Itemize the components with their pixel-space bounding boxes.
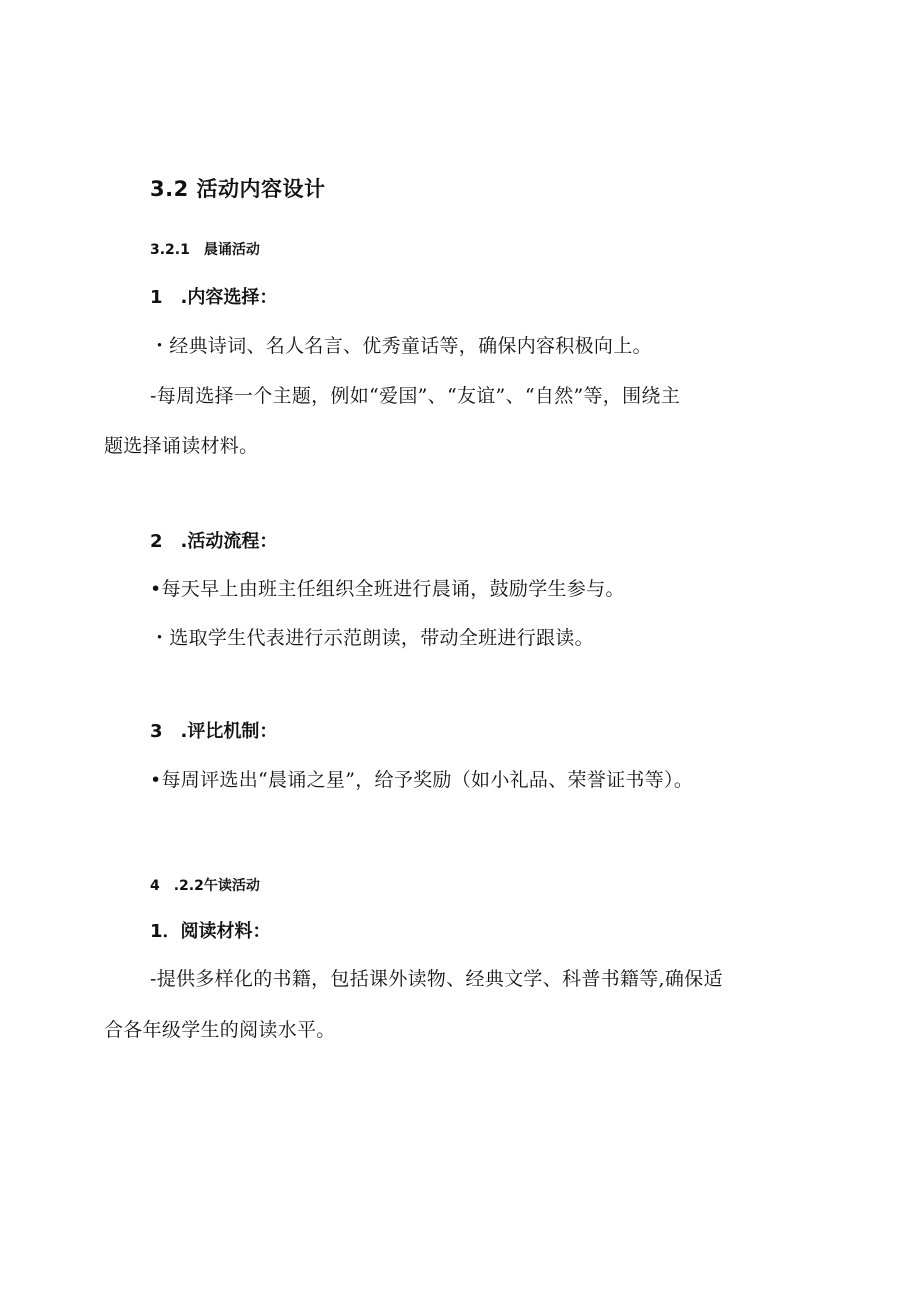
subsection-heading-morning-reading: 3.2.1 晨诵活动 — [150, 242, 260, 258]
item-label-activity-process: 2 .活动流程： — [150, 531, 278, 552]
item-label-content-selection: 1 .内容选择： — [150, 287, 278, 308]
paragraph-line: ・经典诗词、名人名言、优秀童话等，确保内容积极向上。 — [150, 335, 652, 357]
paragraph-line: -提供多样化的书籍，包括课外读物、经典文学、科普书籍等,确保适 — [150, 968, 723, 990]
paragraph-line: ・选取学生代表进行示范朗读，带动全班进行跟读。 — [150, 627, 594, 649]
paragraph-line: •每天早上由班主任组织全班进行晨诵，鼓励学生参与。 — [150, 578, 625, 600]
item-label-reading-materials: 1．阅读材料： — [150, 921, 271, 942]
paragraph-line: •每周评选出“晨诵之星”，给予奖励（如小礼品、荣誉证书等）。 — [150, 769, 694, 791]
paragraph-line: 题选择诵读材料。 — [104, 435, 259, 457]
paragraph-line: -每周选择一个主题，例如“爱国”、“友谊”、“自然”等，围绕主 — [150, 385, 681, 407]
item-label-evaluation-mechanism: 3 .评比机制： — [150, 721, 278, 742]
subsection-heading-noon-reading: 4 .2.2午读活动 — [150, 878, 260, 894]
paragraph-line: 合各年级学生的阅读水平。 — [104, 1019, 336, 1041]
section-heading: 3.2 活动内容设计 — [150, 177, 326, 201]
